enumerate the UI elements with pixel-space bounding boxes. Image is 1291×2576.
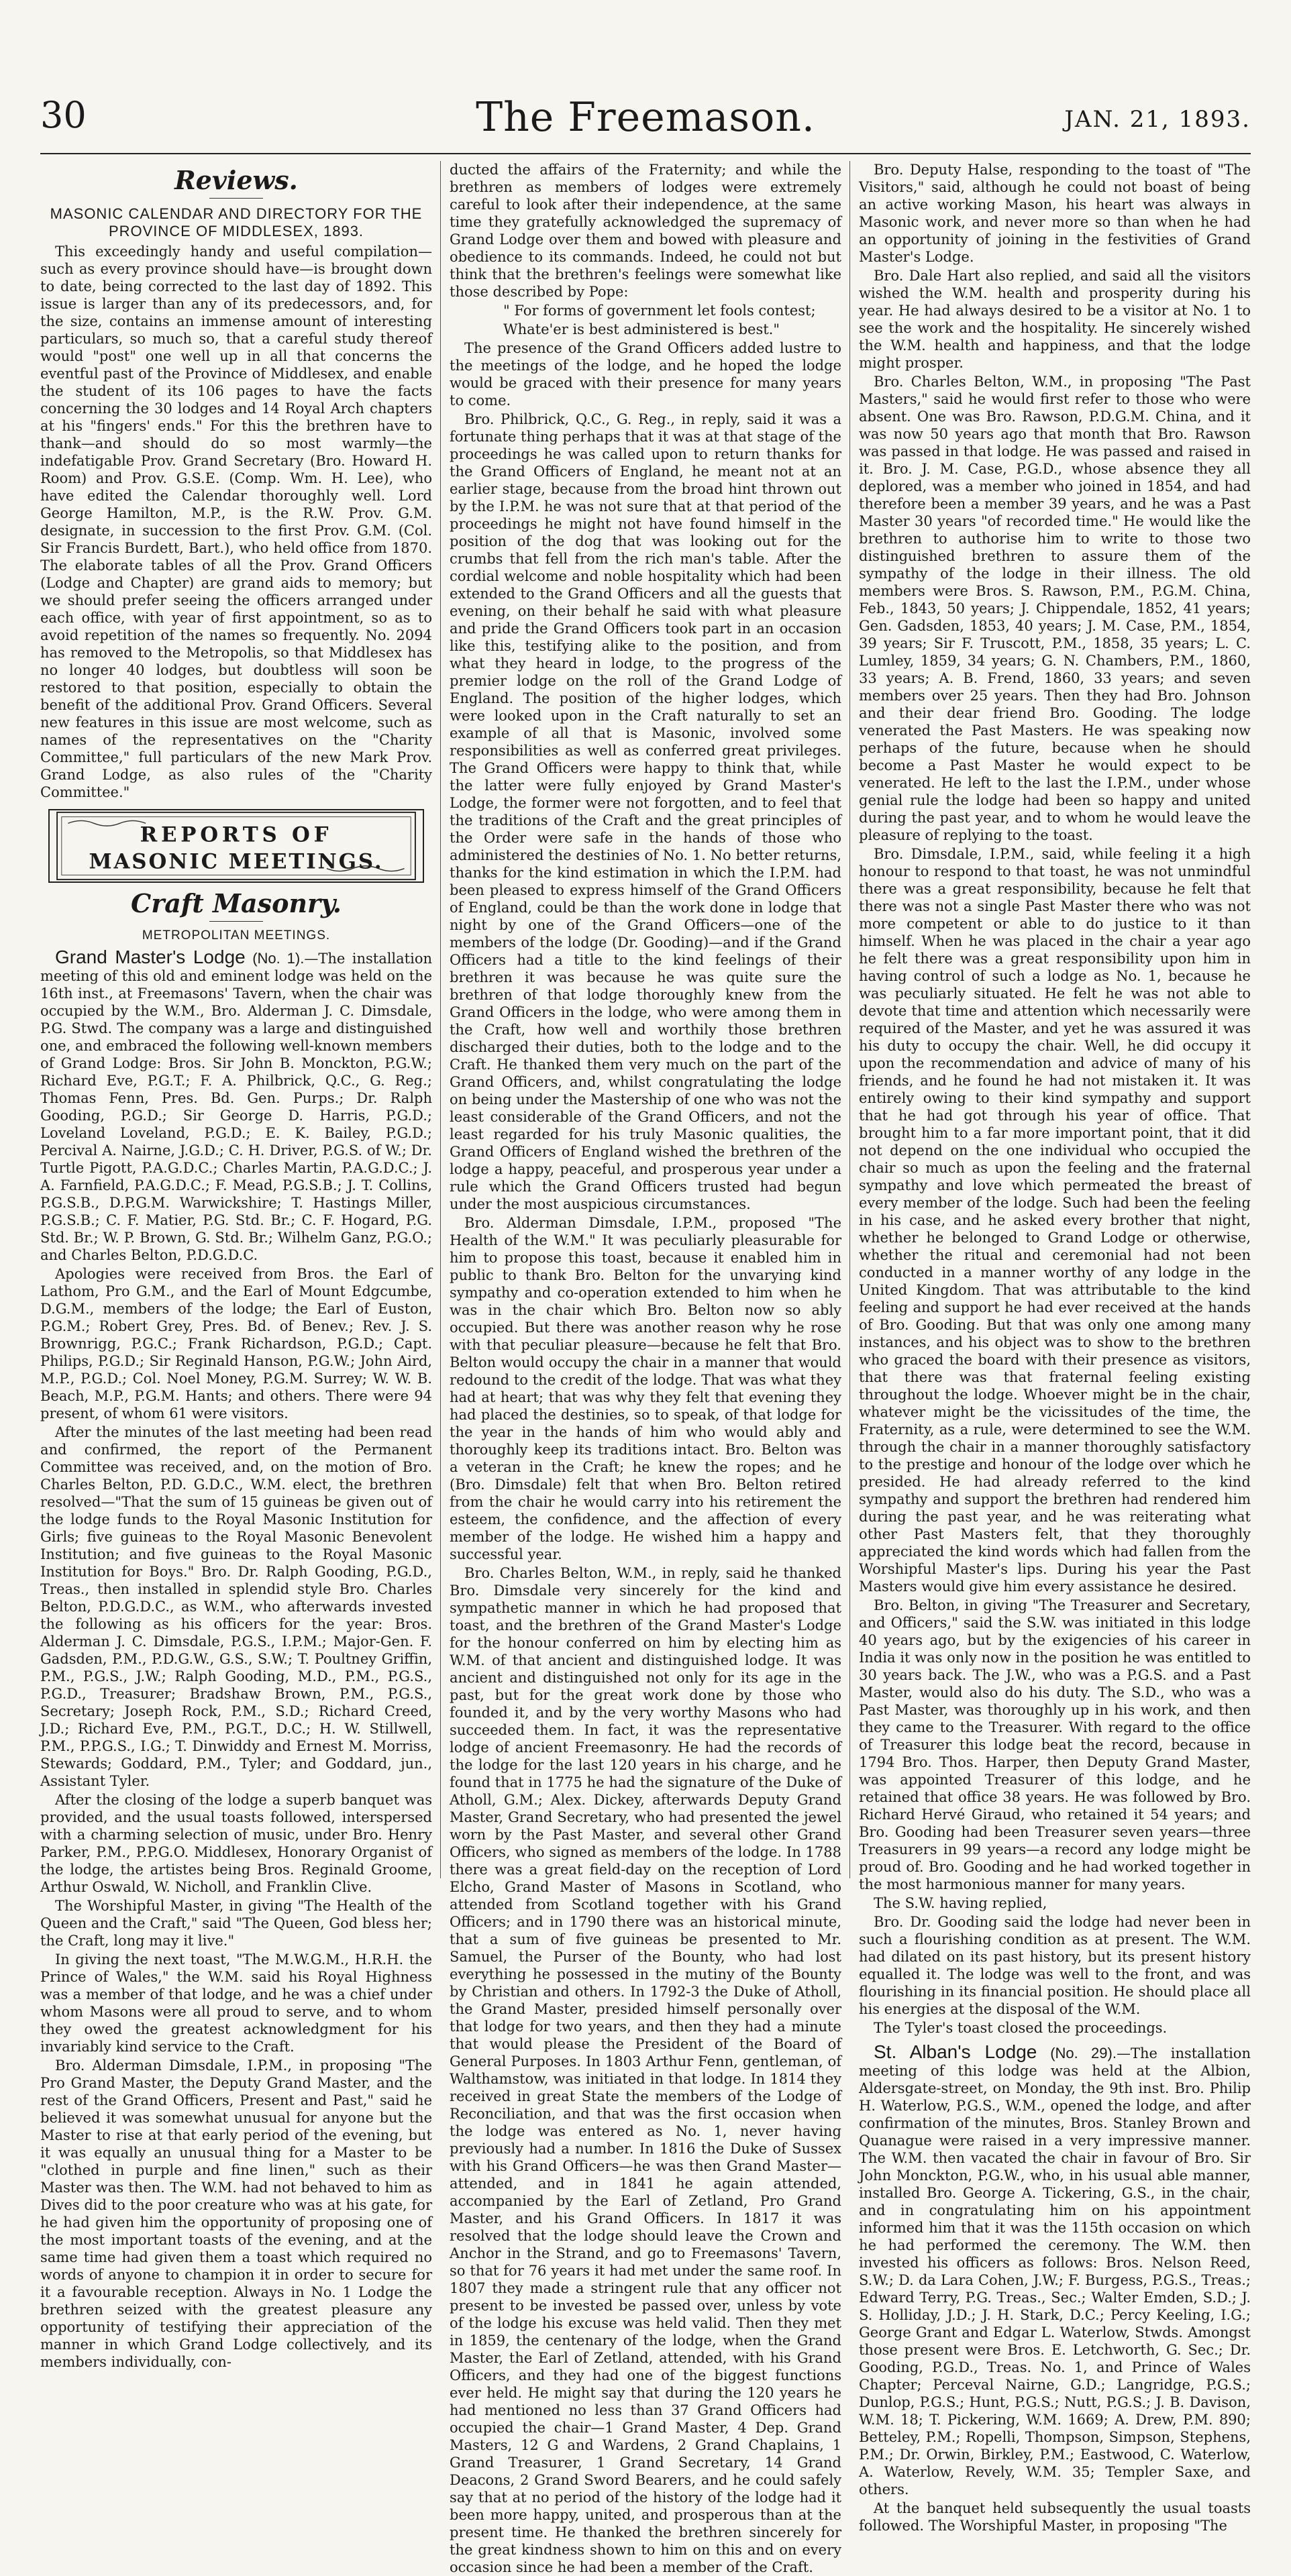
paragraph: At the banquet held subsequently the usual toasts followed. The Worshipful Master, in proposing "The	[859, 2500, 1251, 2534]
paragraph: Bro. Dale Hart also replied, and said all the visitors wished the W.M. health and prosperity during his year. He had always desired to be a visitor at No. 1 to see the work and the hospitality. He sincerely wished the W.M. health and happiness, and that the lodge might prosper.	[859, 268, 1251, 371]
masthead-rule	[40, 153, 1251, 154]
divider	[209, 198, 263, 199]
lodge-name: Grand Master's Lodge	[55, 947, 246, 967]
column-divider	[440, 161, 441, 1878]
paragraph: Bro. Alderman Dimsdale, I.P.M., proposed "The Health of the W.M." It was peculiarly pleasurable for him to propose this toast, because it enabled him in public to thank Bro. Belton for the unvarying kind sympathy and co-operation extended to him when he was in the chair which Bro. Belton now so ably occupied. But there was another reason why he rose with that peculiar pleasure—because he felt that Bro. Belton would occupy the chair in a manner that would redound to the credit of the lodge. That was what they had at heart; that was why they felt that evening they had placed the destinies, so to speak, of that lodge for the year in the hands of him who would ably and thoroughly keep its traditions intact. Bro. Belton was a veteran in the Craft; he knew the ropes; and he (Bro. Dimsdale) felt that when Bro. Belton retired from the chair he would carry into his retirement the esteem, the confidence, and the affection of every member of the lodge. He wished him a happy and successful year.	[450, 1215, 841, 1562]
paragraph: Bro. Charles Belton, W.M., in reply, said he thanked Bro. Dimsdale very sincerely for the kind and sympathetic manner in which he had proposed that toast, and the brethren of the Grand Master's Lodge for the honour conferred on him by electing him as W.M. of that ancient and distinguished lodge. It was ancient and distinguished not only for its age in the past, but for the great work done by those who founded it, and by the very worthy Masons who had succeeded them. In fact, it was the representative lodge of ancient Freemasonry. He had the records of the lodge for the last 120 years in his charge, and he found that in 1775 he had the signature of the Duke of Atholl, G.M.; Alex. Dickey, afterwards Deputy Grand Master, Grand Secretary, who had presented the jewel worn by the Past Master, and several other Grand Officers, who signed as members of the lodge. In 1788 there was a great field-day on the reception of Lord Elcho, Grand Master of Masons in Scotland, who attended from Scotland together with his Grand Officers; and in 1790 there was an historical minute, that a sum of five guineas be presented to Mr. Samuel, the Purser of the Bounty, who had lost everything he possessed in the mutiny of the Bounty by Christian and others. In 1792-3 the Duke of Atholl, the Grand Master, presided himself personally over that lodge for two years, and then they had a minute that would please the President of the Board of General Purposes. In 1803 Arthur Fenn, gentleman, of Walthamstow, was initiated in that lodge. In 1814 they received in great State the members of the Lodge of Reconciliation, and that was the first occasion when the lodge was entered as No. 1, never having previously had a number. In 1816 the Duke of Sussex with his Grand Officers—he was then Grand Master—attended, and in 1841 he again attended, accompanied by the Earl of Zetland, Pro Grand Master, and his Grand Officers. In 1817 it was resolved that the lodge should leave the Crown and Anchor in the Strand, and go to Freemasons' Tavern, so that for 76 years it had met under the same roof. In 1807 they made a stringent rule that any officer not present to be invested be passed over, unless by vote of the lodge his excuse was held valid. Then they met in 1859, the centenary of the lodge, when the Grand Master, the Earl of Zetland, attended, with his Grand Officers, and they had one of the biggest functions ever held. He might say that during the 120 years he had mentioned no less than 37 Grand Officers had occupied the chair—1 Grand Master, 4 Dep. Grand Masters, 12 G and Wardens, 2 Grand Chaplains, 1 Grand Treasurer, 1 Grand Secretary, 14 Grand Deacons, 2 Grand Sword Bearers, and he could safely say that at no period of the history of the lodge had it been more happy, united, and prosperous than at the present time. He thanked the brethren sincerely for the great kindness shown to him on this and on every occasion since he had been a member of the Craft.	[450, 1565, 841, 2575]
paragraph: Bro. Charles Belton, W.M., in proposing "The Past Masters," said he would first refer to those who were absent. One was Bro. Rawson, P.D.G.M. China, and it was now 50 years ago that month that Bro. Rawson was passed in that lodge. He was passed and raised in it. Bro. J. M. Case, P.G.D., whose absence they all deplored, was a member who joined in 1854, and had therefore been a member 39 years, and he was a Past Master 30 years "of recorded time." He would like the brethren to authorise him to write to those two distinguished brethren to assure them of the sympathy of the lodge in their illness. The old members were Bros. S. Rawson, P.M., P.G.M. China, Feb., 1843, 50 years; J. Chippendale, 1852, 41 years; Gen. Gadsden, 1853, 40 years; J. M. Case, P.M., 1854, 39 years; Sir F. Truscott, P.M., 1858, 35 years; L. C. Lumley, 1859, 34 years; G. N. Chambers, P.M., 1860, 33 years; A. B. Frend, 1860, 33 years; and seven members over 25 years. Then they had Bro. Johnson and their dear friend Bro. Gooding. The lodge venerated the Past Masters. He was speaking now perhaps of the future, because when he should become a Past Master he would expect to be venerated. He left to the last the I.P.M., under whose genial rule the lodge had been so happy and united during the past year, and to whom he would leave the pleasure of replying to the toast.	[859, 374, 1251, 843]
reports-banner	[48, 809, 424, 883]
review-text: This exceedingly handy and useful compilation—such as every province should have—is brought down to date, being corrected to the last day of 1892. This issue is larger than any of its predecessors, and, for the size, contains an immense amount of interesting particulars, so much so, that a careful study thereof would "post" one well up in all that concerns the eventful past of the Province of Middlesex, and enable the student of its 106 pages to have the facts concerning the 30 lodges and 14 Royal Arch chapters at his "fingers' ends." For this the brethren have to thank—and should do so most warmly—the indefatigable Prov. Grand Secretary (Bro. Howard H. Room) and Prov. G.S.E. (Comp. Wm. H. Lee), who have edited the Calendar thoroughly well. Lord George Hamilton, M.P., is the R.W. Prov. G.M. designate, in succession to the first Prov. G.M. (Col. Sir Francis Burdett, Bart.), who held office from 1870. The elaborate tables of all the Prov. Grand Officers (Lodge and Chapter) are grand aids to memory; but we should prefer seeing the officers arranged under each office, with year of first appointment, so as to avoid repetition of the names so frequently. No. 2094 has removed to the Metropolis, so that Middlesex has no longer 40 lodges, but doubtless will soon be restored to that position, especially to obtain the benefit of the additional Prov. Grand Officers. Several new features in this issue are most welcome, such as names of the representatives on the "Charity Committee," full particulars of the new Mark Prov. Grand Lodge, as also rules of the "Charity Committee."	[40, 244, 432, 800]
divider	[209, 921, 263, 922]
column-divider	[849, 161, 850, 1878]
paragraph: The S.W. having replied,	[874, 1895, 1047, 1911]
paragraph: Bro. Deputy Halse, responding to the toast of "The Visitors," said, although he could not boast of being an active working Mason, his heart was always in Masonic work, and never more so than when he had an opportunity of joining in the festivities of Grand Master's Lodge.	[859, 162, 1251, 265]
paragraph: ducted the affairs of the Fraternity; and while the brethren as members of lodges were extremely careful to look after their independence, at the same time they gratefully acknowledged the supremacy of Grand Lodge over them and bowed with pleasure and obedience to its commands. Indeed, he could not but think that the brethren's feelings were somewhat like those described by Pope:	[450, 162, 841, 300]
review-heading: MASONIC CALENDAR AND DIRECTORY FOR THE PROVINCE OF MIDDLESEX, 1893.	[50, 205, 423, 239]
metropolitan-heading: METROPOLITAN MEETINGS.	[142, 928, 331, 943]
journal-title: The Freemason.	[476, 94, 815, 141]
column-1	[40, 161, 432, 2370]
paragraph: Bro. Alderman Dimsdale, I.P.M., in proposing "The Pro Grand Master, the Deputy Grand Master, and the rest of the Grand Officers, Present and Past," said he believed it was somewhat unusual for anyone but the Master to rise at that early period of the evening, but it was equally an unusual thing for a Master to be "clothed in purple and fine linen," such as their Master was then. The W.M. had not behaved to him as Dives did to the poor creature who was at his gate, for he had given him the opportunity of proposing one of the most important toasts of the evening, and at the same time had given them a toast which required no words of anyone to champion it in order to secure for it a favourable reception. Always in No. 1 Lodge the brethren seized with the greatest pleasure any opportunity of testifying their appreciation of the manner in which Grand Lodge collectively, and its members individually, con-	[40, 2057, 432, 2370]
paragraph: Bro. Dimsdale, I.P.M., said, while feeling it a high honour to respond to that toast, he was not unmindful there was a great responsibility, because he felt that there was not a single Past Master there who was not more competent or able to do justice to it than himself. When he was placed in the chair a year ago he felt there was a great responsibility upon him in having control of such a lodge as No. 1, because he was peculiarly situated. He felt he was not able to devote that time and attention which necessarily were required of the Master, and yet he was assured it was his duty to occupy the chair. Well, he did occupy it upon the recommendation and advice of many of his friends, and he found he had not mistaken it. It was entirely owing to their kind sympathy and support that he had got through his year of office. That brought him to a far more important point, that it did not depend on the one individual who occupied the chair so much as upon the feeling and the fraternal sympathy and love which permeated the breast of every member of the lodge. Such had been the feeling in his case, and he asked every brother that night, whether he belonged to Grand Lodge or otherwise, whether the ritual and ceremonial had not been conducted in a manner worthy of any lodge in the United Kingdom. That was attributable to the kind feeling and support he had ever received at the hands of Bro. Gooding. But that was only one among many instances, and his object was to show to the brethren who graced the board with their presence as visitors, that there was that fraternal feeling existing throughout the lodge. Whoever might be in the chair, whatever might be the vicissitudes of the time, the Fraternity, as a rule, were determined to see the W.M. through the chair in a manner thoroughly satisfactory to the prestige and honour of the lodge over which he presided. He had already referred to the kind sympathy and support the brethren had rendered him during the past year, and he was reiterating what other Past Masters felt, that they thoroughly appreciated the kind words which had fallen from the Worshipful Master's lips. During his year the Past Masters would give him every assistance he desired.	[859, 846, 1251, 1595]
paragraph: The Tyler's toast closed the proceedings.	[874, 2020, 1168, 2036]
column-2	[450, 161, 841, 2575]
verse-line: " For forms of government let fools contest;	[503, 303, 816, 319]
paragraph: The Worshipful Master, in giving "The Health of the Queen and the Craft," said "The Queen, God bless her; the Craft, long may it live."	[40, 1898, 432, 1949]
paragraph: Bro. Dr. Gooding said the lodge had never been in such a flourishing condition as at present. The W.M. had dilated on its past history, but its present history equalled it. The lodge was well to the front, and was flourishing in its financial position. He should place all his energies at the disposal of the W.M.	[859, 1914, 1251, 2017]
paragraph: —The installation meeting of this lodge was held at the Albion, Aldersgate-street, on Monday, the 9th inst. Bro. Philip H. Waterlow, P.G.S., W.M., opened the lodge, and after confirmation of the minutes, Bros. Stanley Brown and Quanague were raised in a very impressive manner. The W.M. then vacated the chair in favour of Bro. Sir John Monckton, P.G.W., who, in his usual able manner, installed Bro. George A. Tickering, G.S., in the chair, and in congratulating him on his appointment informed him that it was the 115th occasion on which he had performed the ceremony. The W.M. then invested his officers as follows: Bros. Nelson Reed, S.W.; D. da Lara Cohen, J.W.; F. Burgess, P.G.S., Treas.; Edward Terry, P.G. Treas., Sec.; Walter Emden, S.D.; J. S. Holliday, J.D.; J. H. Stark, D.C.; Percy Keeling, I.G.; George Grant and Edgar L. Waterlow, Stwds. Amongst those present were Bros. E. Letchworth, G. Sec.; Dr. Gooding, P.G.D., Treas. No. 1, and Prince of Wales Chapter; Perceval Nairne, G.D.; Langridge, P.G.S.; Dunlop, P.G.S.; Hunt, P.G.S.; Nutt, P.G.S.; J. B. Davison, W.M. 18; T. Pickering, W.M. 1669; A. Drew, P.M. 890; Betteley, P.M.; Ropelli, Thompson, Simpson, Stephens, P.M.; Dr. Orwin, Birkley, P.M.; Eastwood, C. Waterlow, A. Waterlow, Revely, W.M. 35; Templer Saxe, and others.	[859, 2045, 1251, 2498]
banner-reports-text: REPORTS OF	[140, 822, 333, 847]
lodge-number: (No. 29).	[1050, 2045, 1117, 2061]
paragraph: Apologies were received from Bros. the Earl of Lathom, Pro G.M., and the Earl of Mount Edgcumbe, D.G.M., members of the lodge; the Earl of Euston, P.G.M.; Robert Grey, Pres. Bd. of Benev.; Rev. J. S. Brownrigg, P.G.C.; Frank Richardson, P.G.D.; Capt. Philips, P.G.D.; Sir Reginald Hanson, P.G.W.; John Aird, M.P., P.G.D.; Col. Noel Money, P.G.M. Surrey; W. W. B. Beach, M.P., P.G.M. Hants; and others. There were 94 present, of whom 61 were visitors.	[40, 1266, 432, 1421]
column-3	[859, 161, 1251, 2534]
paragraph: Bro. Belton, in giving "The Treasurer and Secretary, and Officers," said the S.W. was initiated in this lodge 40 years ago, but by the exigencies of his career in India it was only now in the position he was entitled to 30 years back. The J.W., who was a P.G.S. and a Past Master, would also do his duty. The S.D., who was a Past Master, was thoroughly up in his work, and then they came to the Treasurer. With regard to the office of Treasurer this lodge beat the record, because in 1794 Bro. Thos. Harper, then Deputy Grand Master, was appointed Treasurer of this lodge, and he retained that office 38 years. He was followed by Bro. Richard Hervé Giraud, who retained it 54 years; and Bro. Gooding had been Treasurer seven years—three Treasurers in 99 years—a record any lodge might be proud of. Bro. Gooding and he had worked together in the most harmonious manner for many years.	[859, 1597, 1251, 1892]
paragraph: The presence of the Grand Officers added lustre to the meetings of the lodge, and he hoped the lodge would be graced with their presence for many years to come.	[450, 340, 841, 409]
craft-masonry-title: Craft Masonry.	[130, 888, 342, 918]
st-albans-lodge-report	[859, 2043, 1251, 2498]
grand-masters-lodge-report	[40, 949, 432, 1264]
banner-meetings-text: MASONIC MEETINGS.	[89, 849, 384, 874]
lodge-number: (No. 1).	[252, 950, 305, 967]
paragraph: After the minutes of the last meeting had been read and confirmed, the report of the Permanent Committee was received, and, on the motion of Bro. Charles Belton, P.D. G.D.C., W.M. elect, the brethren resolved—"That the sum of 15 guineas be given out of the lodge funds to the Royal Masonic Institution for Girls; five guineas to the Royal Masonic Benevolent Institution; and five guineas to the Royal Masonic Institution for Boys." Bro. Dr. Ralph Gooding, P.G.D., Treas., then installed in splendid style Bro. Charles Belton, P.D.G.D.C., as W.M., who afterwards invested the following as his officers for the year: Bros. Alderman J. C. Dimsdale, P.G.S., I.P.M.; Major-Gen. F. Gadsden, P.M., P.D.G.W., G.S., S.W.; T. Poultney Griffin, P.M., P.G.S., J.W.; Ralph Gooding, M.D., P.M., P.G.S., P.G.D., Treasurer; Bradshaw Brown, P.M., P.G.S., Secretary; Joseph Rock, P.M., S.D.; Richard Creed, J.D.; Richard Eve, P.M., P.G.T., D.C.; H. W. Stillwell, P.M., P.P.G.S., I.G.; T. Dinwiddy and Ernest M. Morriss, Stewards; Goddard, P.M., Tyler; and Goddard, jun., Assistant Tyler.	[40, 1424, 432, 1789]
paragraph: After the closing of the lodge a superb banquet was provided, and the usual toasts followed, interspersed with a charming selection of music, under Bro. Henry Parker, P.M., P.P.G.O. Middlesex, Honorary Organist of the lodge, the artistes being Bros. Reginald Groome, Arthur Oswald, W. Nicholl, and Franklin Clive.	[40, 1792, 432, 1895]
lodge-name: St. Alban's Lodge	[874, 2041, 1037, 2062]
page-number: 30	[40, 94, 87, 136]
verse-line: Whate'er is best administered is best."	[503, 321, 780, 337]
paragraph: Bro. Philbrick, Q.C., G. Reg., in reply, said it was a fortunate thing perhaps that it was at that stage of the proceedings he was called upon to return thanks for the Grand Officers of England, he meant not at an earlier stage, because from the broad hint thrown out by the I.P.M. he was not sure that at that period of the proceedings he might not have found himself in the position of the dog that was looking out for the crumbs that fell from the rich man's table. After the cordial welcome and noble hospitality which had been extended to the Grand Officers and all the guests that evening, on their behalf he said with what pleasure and pride the Grand Officers took part in an occasion like this, testifying alike to the position, and from what they heard in lodge, to the progress of the premier lodge on the roll of the Grand Lodge of England. The position of the higher lodges, which were looked upon in the Craft naturally to set an example of all that is Masonic, involved some responsibilities as well as conferred great privileges. The Grand Officers were happy to think that, while the latter were fully enjoyed by Grand Master's Lodge, the former were not forgotten, and to feel that the traditions of the Craft and the great principles of the Order were safe in the hands of those who administered the destinies of No. 1. No better returns, thanks for the kind estimation in which the I.P.M. had been pleased to express himself of the Grand Officers of England, could be than the work done in lodge that night by one of the Grand Officers—one of the members of the lodge (Dr. Gooding)—and if the Grand Officers had a title to the kind feelings of their brethren it was because he was quite sure the brethren of that lodge thoroughly knew from the Grand Officers in the lodge, who were among them in the Craft, how well and worthily those brethren discharged their duties, both to the lodge and to the Craft. He thanked them very much on the part of the Grand Officers, and, whilst congratulating the lodge on being under the Mastership of one who was not the least considerable of the Grand Officers, and not the least regarded for his truly Masonic qualities, the Grand Officers of England wished the brethren of the lodge a happy, peaceful, and prosperous year under a rule which the Grand Officers trusted had begun under the most auspicious circumstances.	[450, 411, 841, 1212]
reviews-title: Reviews.	[174, 165, 298, 195]
masthead	[40, 94, 1251, 154]
paragraph: In giving the next toast, "The M.W.G.M., H.R.H. the Prince of Wales," the W.M. said his Royal Highness was a member of that lodge, and he was a chief under whom Masons were all proud to serve, and to whom they owed the greatest acknowledgment for his invariably kind service to the Craft.	[40, 1951, 432, 2055]
issue-date: JAN. 21, 1893.	[1064, 106, 1251, 133]
paragraph: —The installation meeting of this old and eminent lodge was held on the 16th inst., at Freemasons' Tavern, when the chair was occupied by the W.M., Bro. Alderman J. C. Dimsdale, P.G. Stwd. The company was a large and distinguished one, and embraced the following well-known members of Grand Lodge: Bros. Sir John B. Monckton, P.G.W.; Richard Eve, P.G.T.; F. A. Philbrick, Q.C., G. Reg.; Thomas Fenn, Pres. Bd. Gen. Purps.; Dr. Ralph Gooding, P.G.D.; Sir George D. Harris, P.G.D.; Loveland Loveland, P.G.D.; E. K. Bailey, P.G.D.; Percival A. Nairne, J.G.D.; C. H. Driver, P.G.S. of W.; Dr. Turtle Pigott, P.A.G.D.C.; Charles Martin, P.A.G.D.C.; J. A. Farnfield, P.A.G.D.C.; F. Mead, P.G.S.B.; J. T. Collins, P.G.S.B., D.P.G.M. Warwickshire; T. Hastings Miller, P.G.S.B.; C. F. Matier, P.G. Std. Br.; C. F. Hogard, P.G. Std. Br.; W. P. Brown, G. Std. Br.; Wilhelm Ganz, P.G.O.; and Charles Belton, P.D.G.D.C.	[40, 951, 432, 1263]
